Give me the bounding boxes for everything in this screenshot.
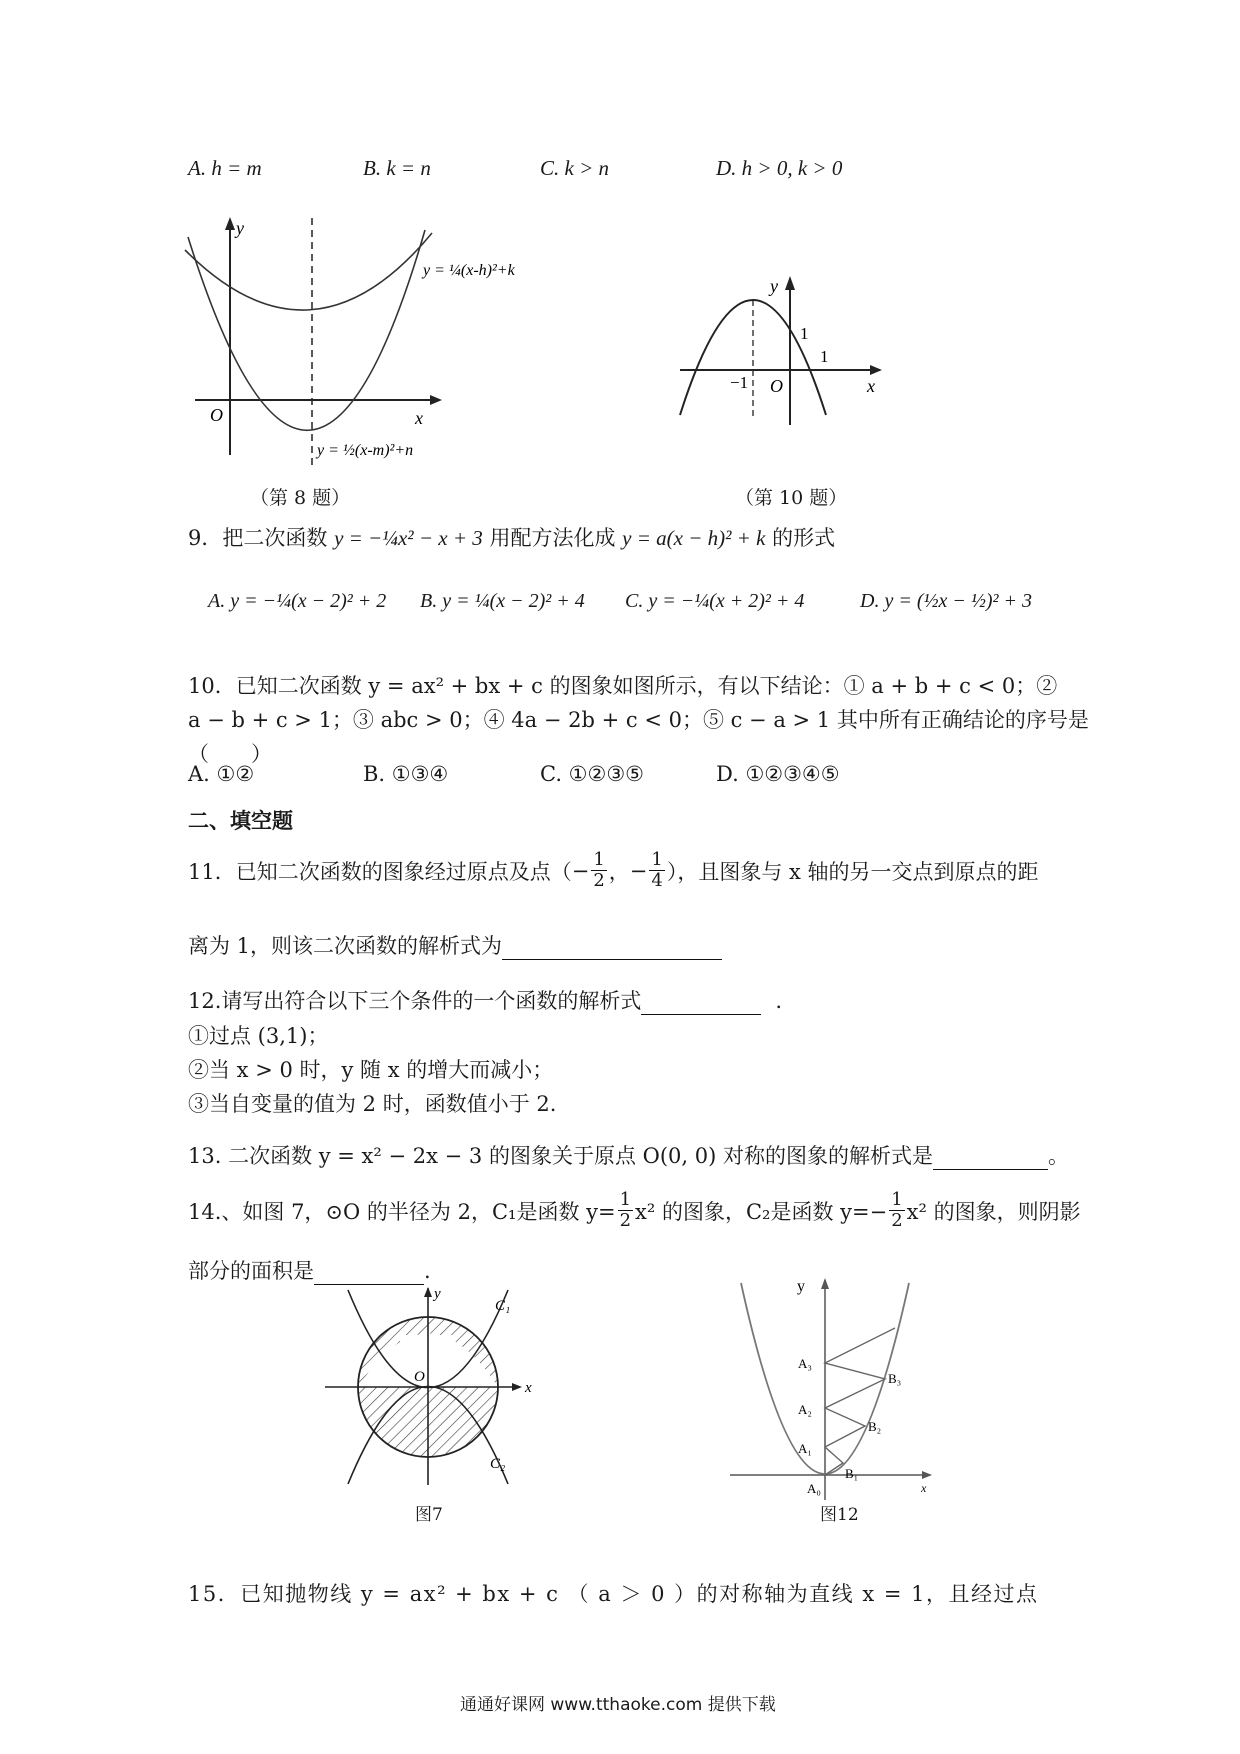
q10-line2: a − b + c > 1；③ abc > 0；④ 4a − 2b + c < 0；⑤ c − a > 1 其中所有正确结论的序号是 bbox=[188, 708, 1089, 732]
fig10-y-label: y bbox=[770, 276, 778, 296]
fig12-y-label: y bbox=[797, 1278, 805, 1295]
figure-8 bbox=[180, 215, 560, 480]
fig10-caption: （第 10 题） bbox=[735, 487, 848, 509]
fig10-tick-y1: 1 bbox=[800, 324, 809, 343]
fig7-caption: 图7 bbox=[415, 1505, 443, 1525]
fig8-y-label: y bbox=[236, 218, 244, 238]
q10-options-row bbox=[188, 730, 1088, 731]
fig7-y-label: y bbox=[434, 1286, 441, 1302]
figure-7 bbox=[320, 1285, 550, 1510]
q13-line: 13. 二次函数 y = x² − 2x − 3 的图象关于原点 O(0, 0) 对称的图象的解析式是 。 bbox=[188, 1144, 1069, 1168]
fig12-a0-label: A₀ bbox=[807, 1481, 821, 1496]
page-footer: 通通好课网 www.tthaoke.com 提供下载 bbox=[460, 1695, 776, 1715]
fig7-origin-label: O bbox=[414, 1369, 425, 1385]
fig12-b2-label: B₂ bbox=[868, 1419, 882, 1434]
q9-option-d: D. y = (½x − ½)² + 3 bbox=[860, 590, 1033, 612]
fig8-curve1-label: y = ¼(x-h)²+k bbox=[423, 262, 515, 279]
fig12-caption: 图12 bbox=[820, 1505, 859, 1525]
q11-line2: 离为 1，则该二次函数的解析式为 bbox=[188, 930, 722, 960]
figure-10 bbox=[670, 270, 890, 430]
q14-line1: 14.、如图 7，⊙O 的半径为 2，C₁是函数 y= $\frac{1}{2}$ x² 的图象，C₂是函数 y=− $\frac{1}{2}$ x² 的图象，则阴影 bbox=[188, 1189, 1081, 1231]
q10-choice-option-a: A. ①② bbox=[188, 762, 255, 786]
q14-line2: 部分的面积是 . bbox=[188, 1259, 431, 1283]
q8-option-d: D. h > 0, k > 0 bbox=[716, 156, 843, 180]
fig8-origin-label: O bbox=[210, 405, 223, 425]
q11-answer-blank[interactable] bbox=[502, 937, 722, 960]
q12-answer-blank[interactable] bbox=[641, 992, 761, 1015]
fig12-a3-label: A₃ bbox=[798, 1356, 812, 1371]
q8-option-b: B. k = n bbox=[363, 156, 431, 180]
q10-choice-option-b: B. ①③④ bbox=[363, 762, 449, 786]
q9-option-b: B. y = ¼(x − 2)² + 4 bbox=[420, 590, 585, 612]
fig12-b1-label: B₁ bbox=[845, 1466, 859, 1481]
fig10-origin-label: O bbox=[770, 376, 783, 396]
fig12-b3-label: B₃ bbox=[888, 1371, 902, 1386]
q12-stem: 12.请写出符合以下三个条件的一个函数的解析式 . bbox=[188, 989, 783, 1013]
q11-frac2: $\frac{1}{4}$ bbox=[651, 849, 663, 891]
q8-option-a: A. h = m bbox=[188, 156, 262, 180]
q12-condition-2: ②当 x > 0 时，y 随 x 的增大而减小； bbox=[188, 1058, 554, 1082]
fig7-x-label: x bbox=[525, 1380, 532, 1396]
q11-line1: 11．已知二次函数的图象经过原点及点（ − $\frac{1}{2}$ ， − $\frac{1}{4}$ ），且图象与 x 轴的另一交点到原点的距 bbox=[188, 849, 1039, 891]
fig8-curve2-label: y = ½(x-m)²+n bbox=[317, 442, 414, 459]
q14-frac1: $\frac{1}{2}$ bbox=[619, 1189, 632, 1231]
q12-condition-3: ③当自变量的值为 2 时，函数值小于 2. bbox=[188, 1092, 557, 1116]
fig7-c2-label: C₂ bbox=[490, 1456, 506, 1472]
fig8-x-label: x bbox=[415, 408, 423, 428]
figure-12 bbox=[725, 1275, 955, 1505]
q10-line1: 10．已知二次函数 y = ax² + bx + c 的图象如图所示，有以下结论：① a + b + c < 0；② bbox=[188, 674, 1058, 698]
fig7-c1-label: C₁ bbox=[495, 1298, 511, 1314]
q9-option-a: A. y = −¼(x − 2)² + 2 bbox=[208, 590, 387, 612]
q13-answer-blank[interactable] bbox=[933, 1147, 1048, 1170]
fig10-x-label: x bbox=[867, 376, 875, 396]
q10-choice-option-d: D. ①②③④⑤ bbox=[716, 762, 840, 786]
q12-condition-1: ①过点 (3,1)； bbox=[188, 1024, 329, 1048]
fig12-a1-label: A₁ bbox=[798, 1441, 812, 1456]
fig10-tick-x1: 1 bbox=[820, 347, 829, 366]
q14-answer-blank[interactable] bbox=[314, 1262, 424, 1285]
section-2-title: 二、填空题 bbox=[188, 809, 293, 833]
q9-option-c: C. y = −¼(x + 2)² + 4 bbox=[625, 590, 805, 612]
q15-line: 15．已知抛物线 y = ax² + bx + c （ a ＞ 0 ）的对称轴为直线 x = 1，且经过点 bbox=[188, 1582, 1039, 1606]
q14-frac2: $\frac{1}{2}$ bbox=[891, 1189, 903, 1231]
q8-option-c: C. k > n bbox=[540, 156, 609, 180]
q10-choice-option-c: C. ①②③⑤ bbox=[540, 762, 644, 786]
fig10-tick-neg1: −1 bbox=[730, 373, 749, 392]
q9-stem: 9．把二次函数 y = −¼x² − x + 3 用配方法化成 y = a(x − h)² + k 的形式 bbox=[188, 526, 836, 550]
fig8-caption: （第 8 题） bbox=[250, 487, 351, 509]
q11-frac1: $\frac{1}{2}$ bbox=[593, 849, 605, 891]
q10-line3: （ ） bbox=[188, 742, 272, 766]
fig12-x-label: x bbox=[921, 1481, 927, 1495]
fig12-a2-label: A₂ bbox=[798, 1402, 812, 1417]
